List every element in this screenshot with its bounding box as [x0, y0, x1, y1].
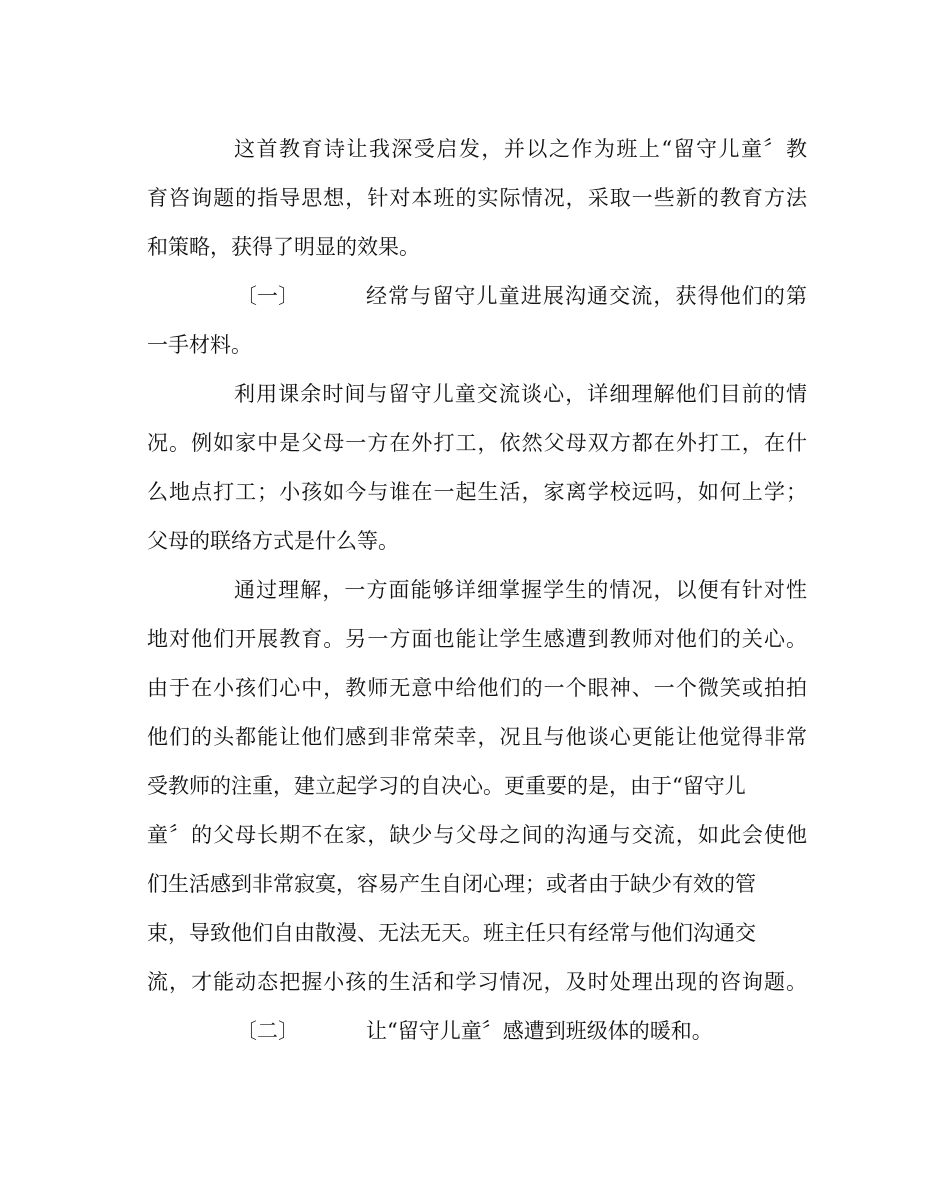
paragraph-line: 么地点打工；小孩如今与谁在一起生活，家离学校远吗，如何上学； — [147, 480, 807, 504]
paragraph-line: 和策略，获得了明显的效果。 — [147, 235, 420, 259]
paragraph-line: 们生活感到非常寂寞，容易产生自闭心理；或者由于缺少有效的管 — [147, 872, 756, 896]
paragraph-line: 通过理解，一方面能够详细掌握学生的情况，以便有针对性 — [234, 578, 807, 602]
section-heading: 经常与留守儿童进展沟通交流，获得他们的第 — [366, 284, 807, 308]
paragraph-line: 这首教育诗让我深受启发，并以之作为班上“留守儿童〞教 — [234, 137, 807, 161]
paragraph-line: 束，导致他们自由散漫、无法无天。班主任只有经常与他们沟通交 — [147, 921, 756, 945]
paragraph-line: 由于在小孩们心中，教师无意中给他们的一个眼神、一个微笑或拍拍 — [147, 676, 807, 700]
paragraph-line: 受教师的注重，建立起学习的自决心。更重要的是，由于“留守儿 — [147, 774, 746, 798]
paragraph-line: 况。例如家中是父母一方在外打工，依然父母双方都在外打工，在什 — [147, 431, 807, 455]
section-number: 〔一〕 — [236, 284, 299, 308]
paragraph-line: 他们的头都能让他们感到非常荣幸，况且与他谈心更能让他觉得非常 — [147, 725, 807, 749]
paragraph-line: 童〞的父母长期不在家，缺少与父母之间的沟通与交流，如此会使他 — [147, 823, 807, 847]
paragraph-line: 利用课余时间与留守儿童交流谈心，详细理解他们目前的情 — [234, 382, 807, 406]
section-number: 〔二〕 — [236, 1019, 299, 1043]
section-heading: 让“留守儿童〞感遭到班级体的暖和。 — [366, 1019, 713, 1043]
paragraph-line: 父母的联络方式是什么等。 — [147, 529, 399, 553]
paragraph-line: 流，才能动态把握小孩的生活和学习情况，及时处理出现的咨询题。 — [147, 970, 807, 994]
section-heading-continuation: 一手材料。 — [147, 333, 252, 357]
paragraph-line: 育咨询题的指导思想，针对本班的实际情况，采取一些新的教育方法 — [147, 186, 807, 210]
paragraph-line: 地对他们开展教育。另一方面也能让学生感遭到教师对他们的关心。 — [147, 627, 807, 651]
